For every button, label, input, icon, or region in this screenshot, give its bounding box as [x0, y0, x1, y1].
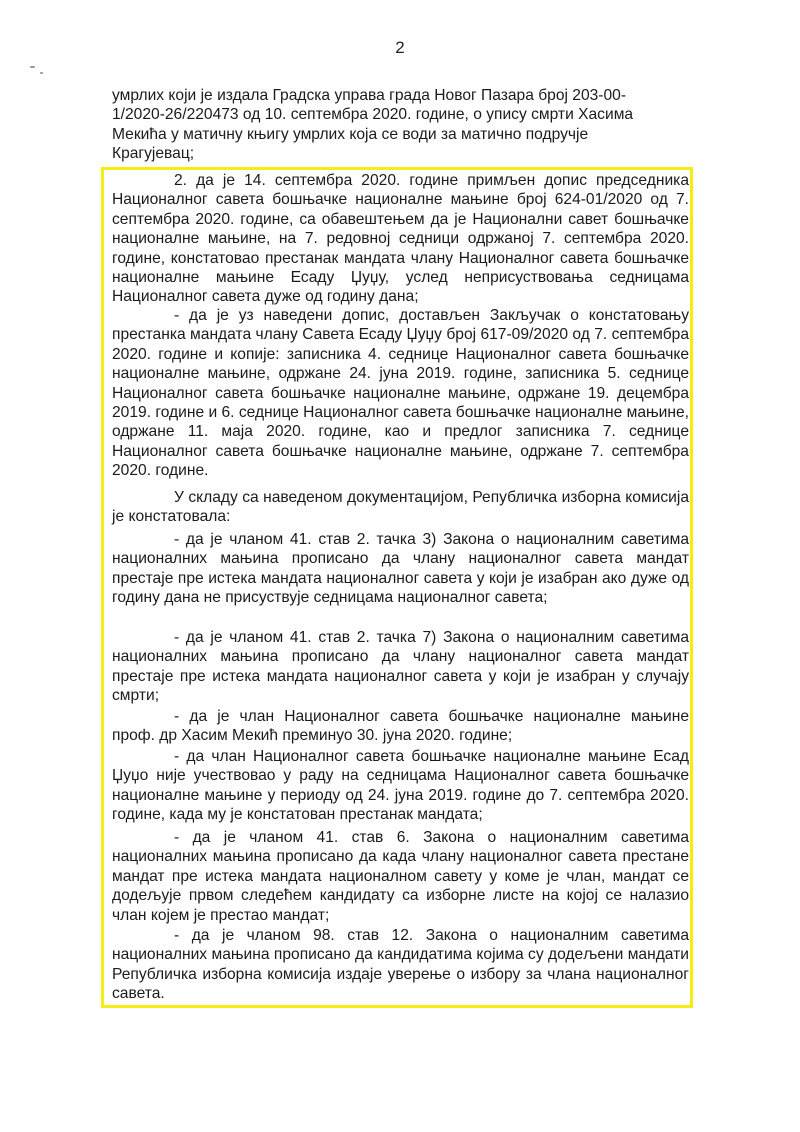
intro-line: умрлих који је издала Градска управа града Новог Пазара број 203-00-: [112, 87, 627, 104]
paragraph-finding-absence: - да члан Националног савета бошњачке националне мањине Есад Џуџо није учествовао у раду на седницама Националног савета бошњачке националне мањине у периоду од 24. јуна 2019. године до 7. септембра 2020. године, када му је констатован престанак мандата;: [112, 748, 689, 824]
paragraph-finding-death-rule: - да је чланом 41. став 2. тачка 7) Закона о националним саветима националних мањина прописано да члану националног савета мандат престаје пре истека мандата националног савета у који је изабран у случају смрти;: [112, 629, 689, 705]
paragraph-item-2: 2. да је 14. септембра 2020. године примљен допис председника Националног савета бошњачке националне мањине број 624-01/2020 од 7. септембра 2020. године, са обавештењем да је Национални савет бошњачке националне мањине, на 7. редовној седници одржаној 7. септембра 2020. године, констатовао престанак мандата члану Националног савета бошњачке националне мањине Есаду Џуџу, услед неприсуствовања седницама Националног савета дуже од годину дана;: [112, 172, 689, 306]
paragraph-enclosures: - да је уз наведени допис, достављен Закључак о констатовању престанка мандата члану Савета Есаду Џуџу број 617-09/2020 од 7. септембра 2020. године и копије: записника 4. седнице Националног савета бошњачке националне мањине, одржане 24. јуна 2019. године, записника 5. седнице Националног савета бошњачке националне мањине, одржане 19. децембра 2019. године и 6. седнице Националног савета бошњачке националне мањине, одржане 11. маја 2020. године, као и предлог записника 7. седнице Националног савета бошњачке националне мањине, одржане 7. септембра 2020. године.: [112, 307, 690, 480]
paragraph-finding-mandate-transfer: - да је чланом 41. став 6. Закона о националним саветима националних мањина прописано да када члану националног савета престане мандат пре истека мандата националном савету у коме је члан, мандат се додељује првом следећем кандидату са изборне листе на којој се налазио члан којем је престао мандат;: [112, 829, 689, 924]
scan-speck: [30, 66, 35, 68]
paragraph-findings-intro: У складу са наведеном документацијом, Републичка изборна комисија је констатовала:: [112, 489, 689, 526]
intro-paragraph: [112, 86, 689, 164]
scan-speck: [40, 72, 43, 74]
intro-line: Крагујевац;: [112, 145, 195, 163]
intro-line: 1/2020-26/220473 од 10. септембра 2020. године, о упису смрти Хасима: [112, 106, 634, 124]
intro-line: Мекића у матичну књигу умрлих која се води за матично подручје: [112, 125, 589, 143]
paragraph-finding-absence-rule: - да је чланом 41. став 2. тачка 3) Закона о националним саветима националних мањина прописано да члану националног савета мандат престаје пре истека мандата националног савета у који је изабран ако дуже од годину дана не присуствује седницама националног савета;: [112, 531, 689, 607]
paragraph-finding-death: - да је члан Националног савета бошњачке националне мањине проф. др Хасим Мекић преминуо 30. јуна 2020. године;: [112, 708, 689, 745]
page-number: 2: [395, 38, 405, 57]
paragraph-finding-certificate: - да је чланом 98. став 12. Закона о националним саветима националних мањина прописано да кандидатима којима су додељени мандати Републичка изборна комисија издаје уверење о избору за члана националног савета.: [112, 927, 689, 1003]
